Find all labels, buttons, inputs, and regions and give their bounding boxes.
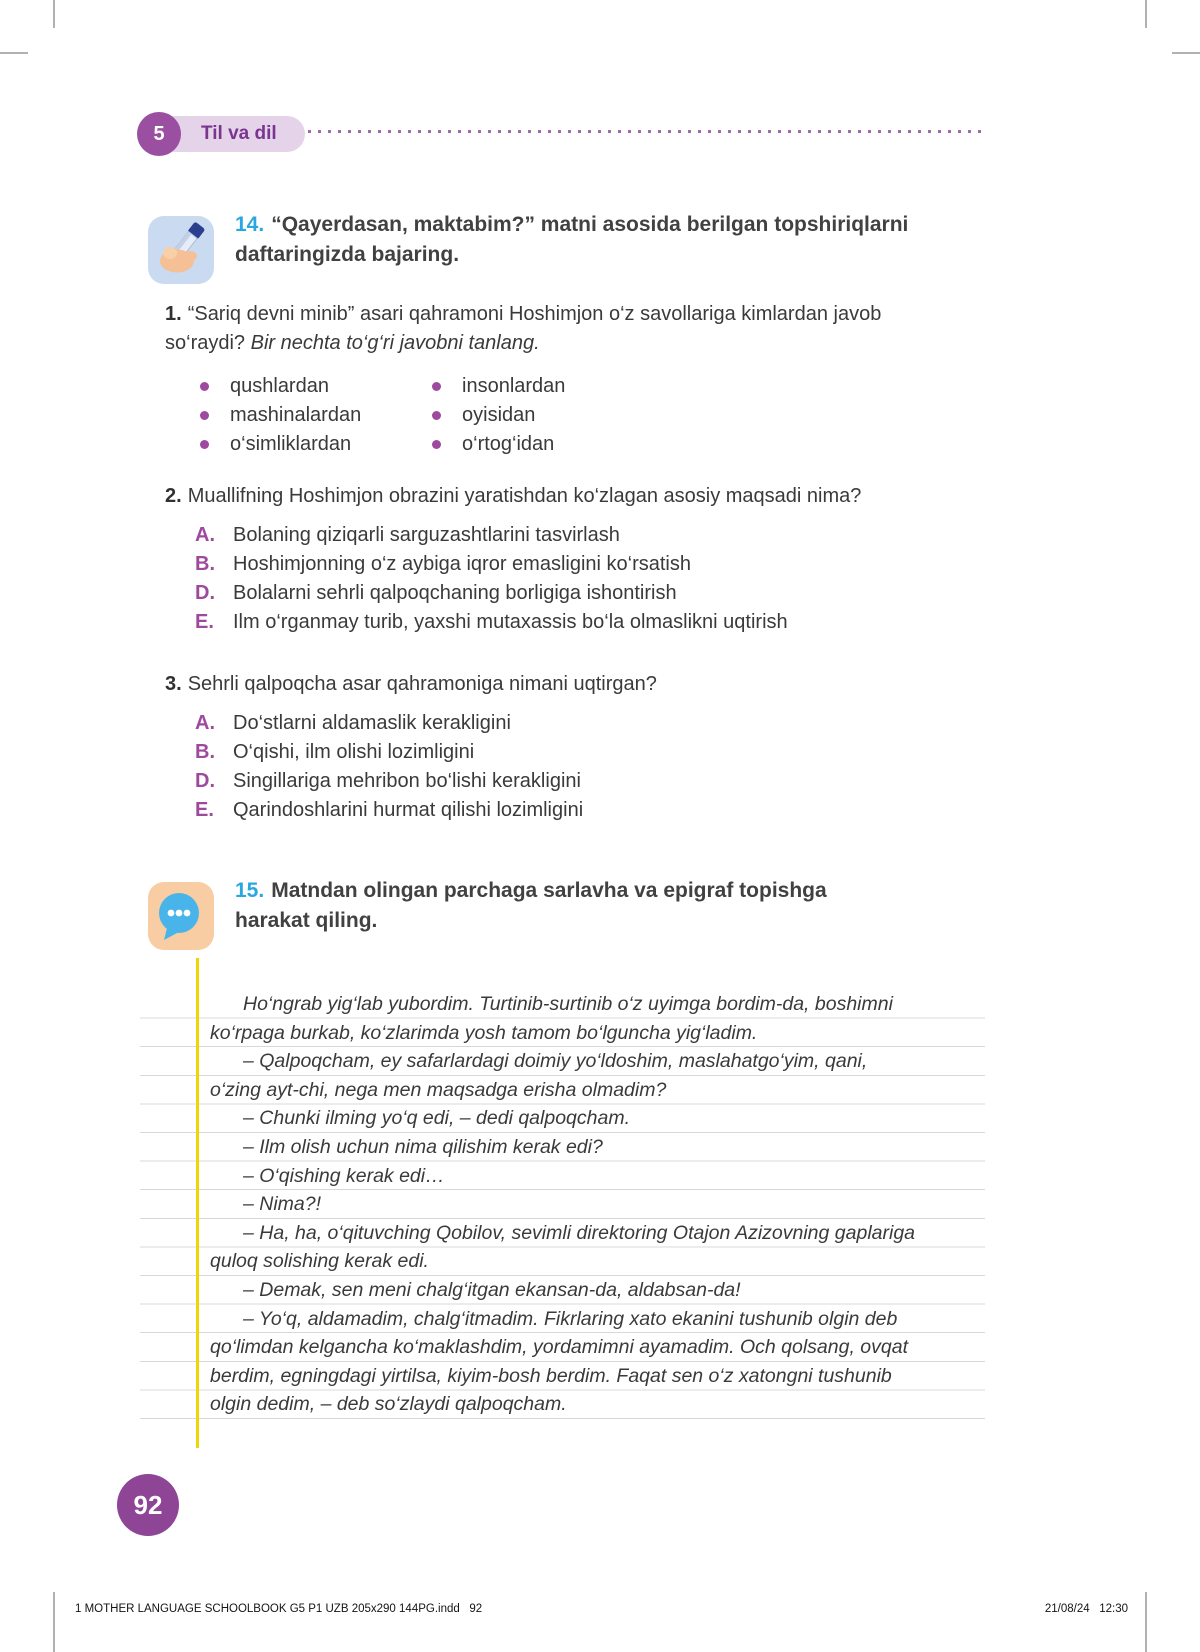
answer-options bbox=[165, 709, 657, 825]
option-text: Qarindoshlarini hurmat qilishi lozimligini bbox=[233, 799, 584, 821]
passage-line: qo‘limdan kelgancha ko‘maklashdim, yordamimni ayamadim. Och qolsang, ovqat bbox=[210, 1336, 909, 1359]
bullet-option-text: o‘simliklardan bbox=[230, 433, 352, 455]
bullet-icon bbox=[200, 382, 209, 391]
task-title-line1: Matndan olingan parchaga sarlavha va epigraf topishga bbox=[271, 879, 827, 902]
unit-number-badge bbox=[137, 112, 181, 156]
bullet-icon bbox=[432, 411, 441, 420]
passage-line: – O‘qishing kerak edi… bbox=[243, 1164, 445, 1187]
answer-option bbox=[195, 579, 861, 608]
bullet-icon bbox=[432, 440, 441, 449]
bullet-option bbox=[432, 430, 565, 459]
page-number: 92 bbox=[133, 1489, 163, 1520]
bullet-option-text: qushlardan bbox=[230, 375, 329, 397]
crop-mark bbox=[1145, 0, 1147, 28]
answer-options bbox=[165, 521, 861, 637]
crop-mark bbox=[0, 52, 28, 54]
bullet-column-2 bbox=[432, 372, 565, 459]
bullet-column-1 bbox=[200, 372, 432, 459]
passage-line: Ho‘ngrab yig‘lab yubordim. Turtinib-surtinib o‘z uyimga bordim-da, boshimni bbox=[243, 993, 893, 1015]
option-letter: D. bbox=[195, 582, 215, 604]
option-text: Ilm o‘rganmay turib, yaxshi mutaxassis bo‘la olmaslikni uqtirish bbox=[233, 611, 788, 633]
question-text: Sehrli qalpoqcha asar qahramoniga nimani uqtirgan? bbox=[187, 673, 657, 695]
bullet-options bbox=[200, 372, 881, 459]
bullet-option-text: oyisidan bbox=[462, 404, 536, 426]
task-15-heading bbox=[235, 876, 827, 936]
answer-option bbox=[195, 767, 657, 796]
option-text: Bolalarni sehrli qalpoqchaning borligiga ishontirish bbox=[233, 582, 677, 604]
passage-text bbox=[140, 990, 985, 1419]
passage-line: – Ilm olish uchun nima qilishim kerak edi? bbox=[243, 1135, 603, 1158]
question-instruction: Bir nechta to‘g‘ri javobni tanlang. bbox=[250, 332, 540, 354]
passage-line: – Yo‘q, aldamadim, chalg‘itmadim. Fikrlaring xato ekanini tushunib olgin deb bbox=[243, 1307, 898, 1330]
task-title-line2: daftaringizda bajaring. bbox=[235, 243, 460, 266]
option-text: Hoshimjonning o‘z aybiga iqror emasligini ko‘rsatish bbox=[233, 553, 691, 575]
crop-mark bbox=[1145, 1592, 1147, 1652]
bullet-option bbox=[200, 401, 432, 430]
option-text: Bolaning qiziqarli sarguzashtlarini tasvirlash bbox=[233, 524, 620, 546]
answer-option bbox=[195, 521, 861, 550]
answer-option bbox=[195, 738, 657, 767]
question-text-line1: “Sariq devni minib” asari qahramoni Hoshimjon o‘z savollariga kimlardan javob bbox=[187, 303, 882, 325]
option-letter: B. bbox=[195, 741, 215, 763]
task-number: 14. bbox=[235, 213, 265, 236]
question-number: 1. bbox=[165, 303, 182, 325]
page-number-badge bbox=[117, 1474, 179, 1536]
bullet-option bbox=[200, 372, 432, 401]
option-text: Do‘stlarni aldamaslik kerakligini bbox=[233, 712, 511, 734]
task-title-line2: harakat qiling. bbox=[235, 909, 378, 932]
answer-option bbox=[195, 608, 861, 637]
option-text: Singillariga mehribon bo‘lishi kerakligini bbox=[233, 770, 581, 792]
crop-mark bbox=[53, 1592, 55, 1652]
option-letter: B. bbox=[195, 553, 215, 575]
passage-line: – Nima?! bbox=[243, 1193, 322, 1216]
crop-mark bbox=[1172, 52, 1200, 54]
footer-datetime: 21/08/24 12:30 bbox=[1044, 1603, 1128, 1615]
bullet-option-text: o‘rtog‘idan bbox=[462, 433, 555, 455]
bullet-option bbox=[432, 401, 565, 430]
question-2 bbox=[165, 482, 861, 637]
task-title-line1: “Qayerdasan, maktabim?” matni asosida berilgan topshiriqlarni bbox=[271, 213, 909, 236]
passage-line: quloq solishing kerak edi. bbox=[210, 1250, 429, 1273]
bullet-option-text: insonlardan bbox=[462, 375, 566, 397]
passage-line: olgin dedim, – deb so‘zlaydi qalpoqcham. bbox=[210, 1393, 567, 1416]
bullet-icon bbox=[432, 382, 441, 391]
bullet-icon bbox=[200, 411, 209, 420]
passage-line: – Qalpoqcham, ey safarlardagi doimiy yo‘ldoshim, maslahatgo‘yim, qani, bbox=[243, 1050, 868, 1073]
bullet-option-text: mashinalardan bbox=[230, 404, 362, 426]
bullet-option bbox=[432, 372, 565, 401]
bullet-option bbox=[200, 430, 432, 459]
option-letter: D. bbox=[195, 770, 215, 792]
answer-option bbox=[195, 550, 861, 579]
passage-line: o‘zing ayt-chi, nega men maqsadga erisha olmadim? bbox=[210, 1078, 667, 1101]
question-number: 2. bbox=[165, 485, 182, 507]
passage-line: berdim, egningdagi yirtilsa, kiyim-bosh berdim. Faqat sen o‘z xatongni tushunib bbox=[210, 1364, 892, 1387]
speech-bubble-icon bbox=[148, 882, 214, 950]
question-1 bbox=[165, 300, 881, 459]
question-number: 3. bbox=[165, 673, 182, 695]
passage-line: – Ha, ha, o‘qituvching Qobilov, sevimli direktoring Otajon Azizovning gaplariga bbox=[243, 1221, 916, 1244]
footer-print-info: 1 MOTHER LANGUAGE SCHOOLBOOK G5 P1 UZB 205x290 144PG.indd 92 bbox=[75, 1603, 483, 1615]
answer-option bbox=[195, 796, 657, 825]
question-3 bbox=[165, 670, 657, 825]
bullet-icon bbox=[200, 440, 209, 449]
answer-option bbox=[195, 709, 657, 738]
passage-line: – Demak, sen meni chalg‘itgan ekansan-da, aldabsan-da! bbox=[243, 1278, 741, 1301]
crop-mark bbox=[53, 0, 55, 28]
option-text: O‘qishi, ilm olishi lozimligini bbox=[233, 741, 475, 763]
option-letter: A. bbox=[195, 524, 215, 546]
dotted-divider bbox=[308, 130, 988, 133]
question-text: Muallifning Hoshimjon obrazini yaratishdan ko‘zlagan asosiy maqsadi nima? bbox=[187, 485, 862, 507]
question-text-line2: so‘raydi? bbox=[165, 332, 246, 354]
passage-line: ko‘rpaga burkab, ko‘zlarimda yosh tamom bo‘lguncha yig‘ladim. bbox=[210, 1021, 758, 1044]
writing-hand-icon bbox=[148, 216, 214, 284]
task-14-heading bbox=[235, 210, 908, 270]
passage-notebook bbox=[140, 990, 985, 1420]
option-letter: E. bbox=[195, 799, 214, 821]
unit-title: Til va dil bbox=[201, 123, 277, 144]
unit-number: 5 bbox=[153, 122, 165, 145]
task-number: 15. bbox=[235, 879, 265, 902]
passage-line: – Chunki ilming yo‘q edi, – dedi qalpoqcham. bbox=[243, 1107, 630, 1130]
option-letter: E. bbox=[195, 611, 214, 633]
option-letter: A. bbox=[195, 712, 215, 734]
